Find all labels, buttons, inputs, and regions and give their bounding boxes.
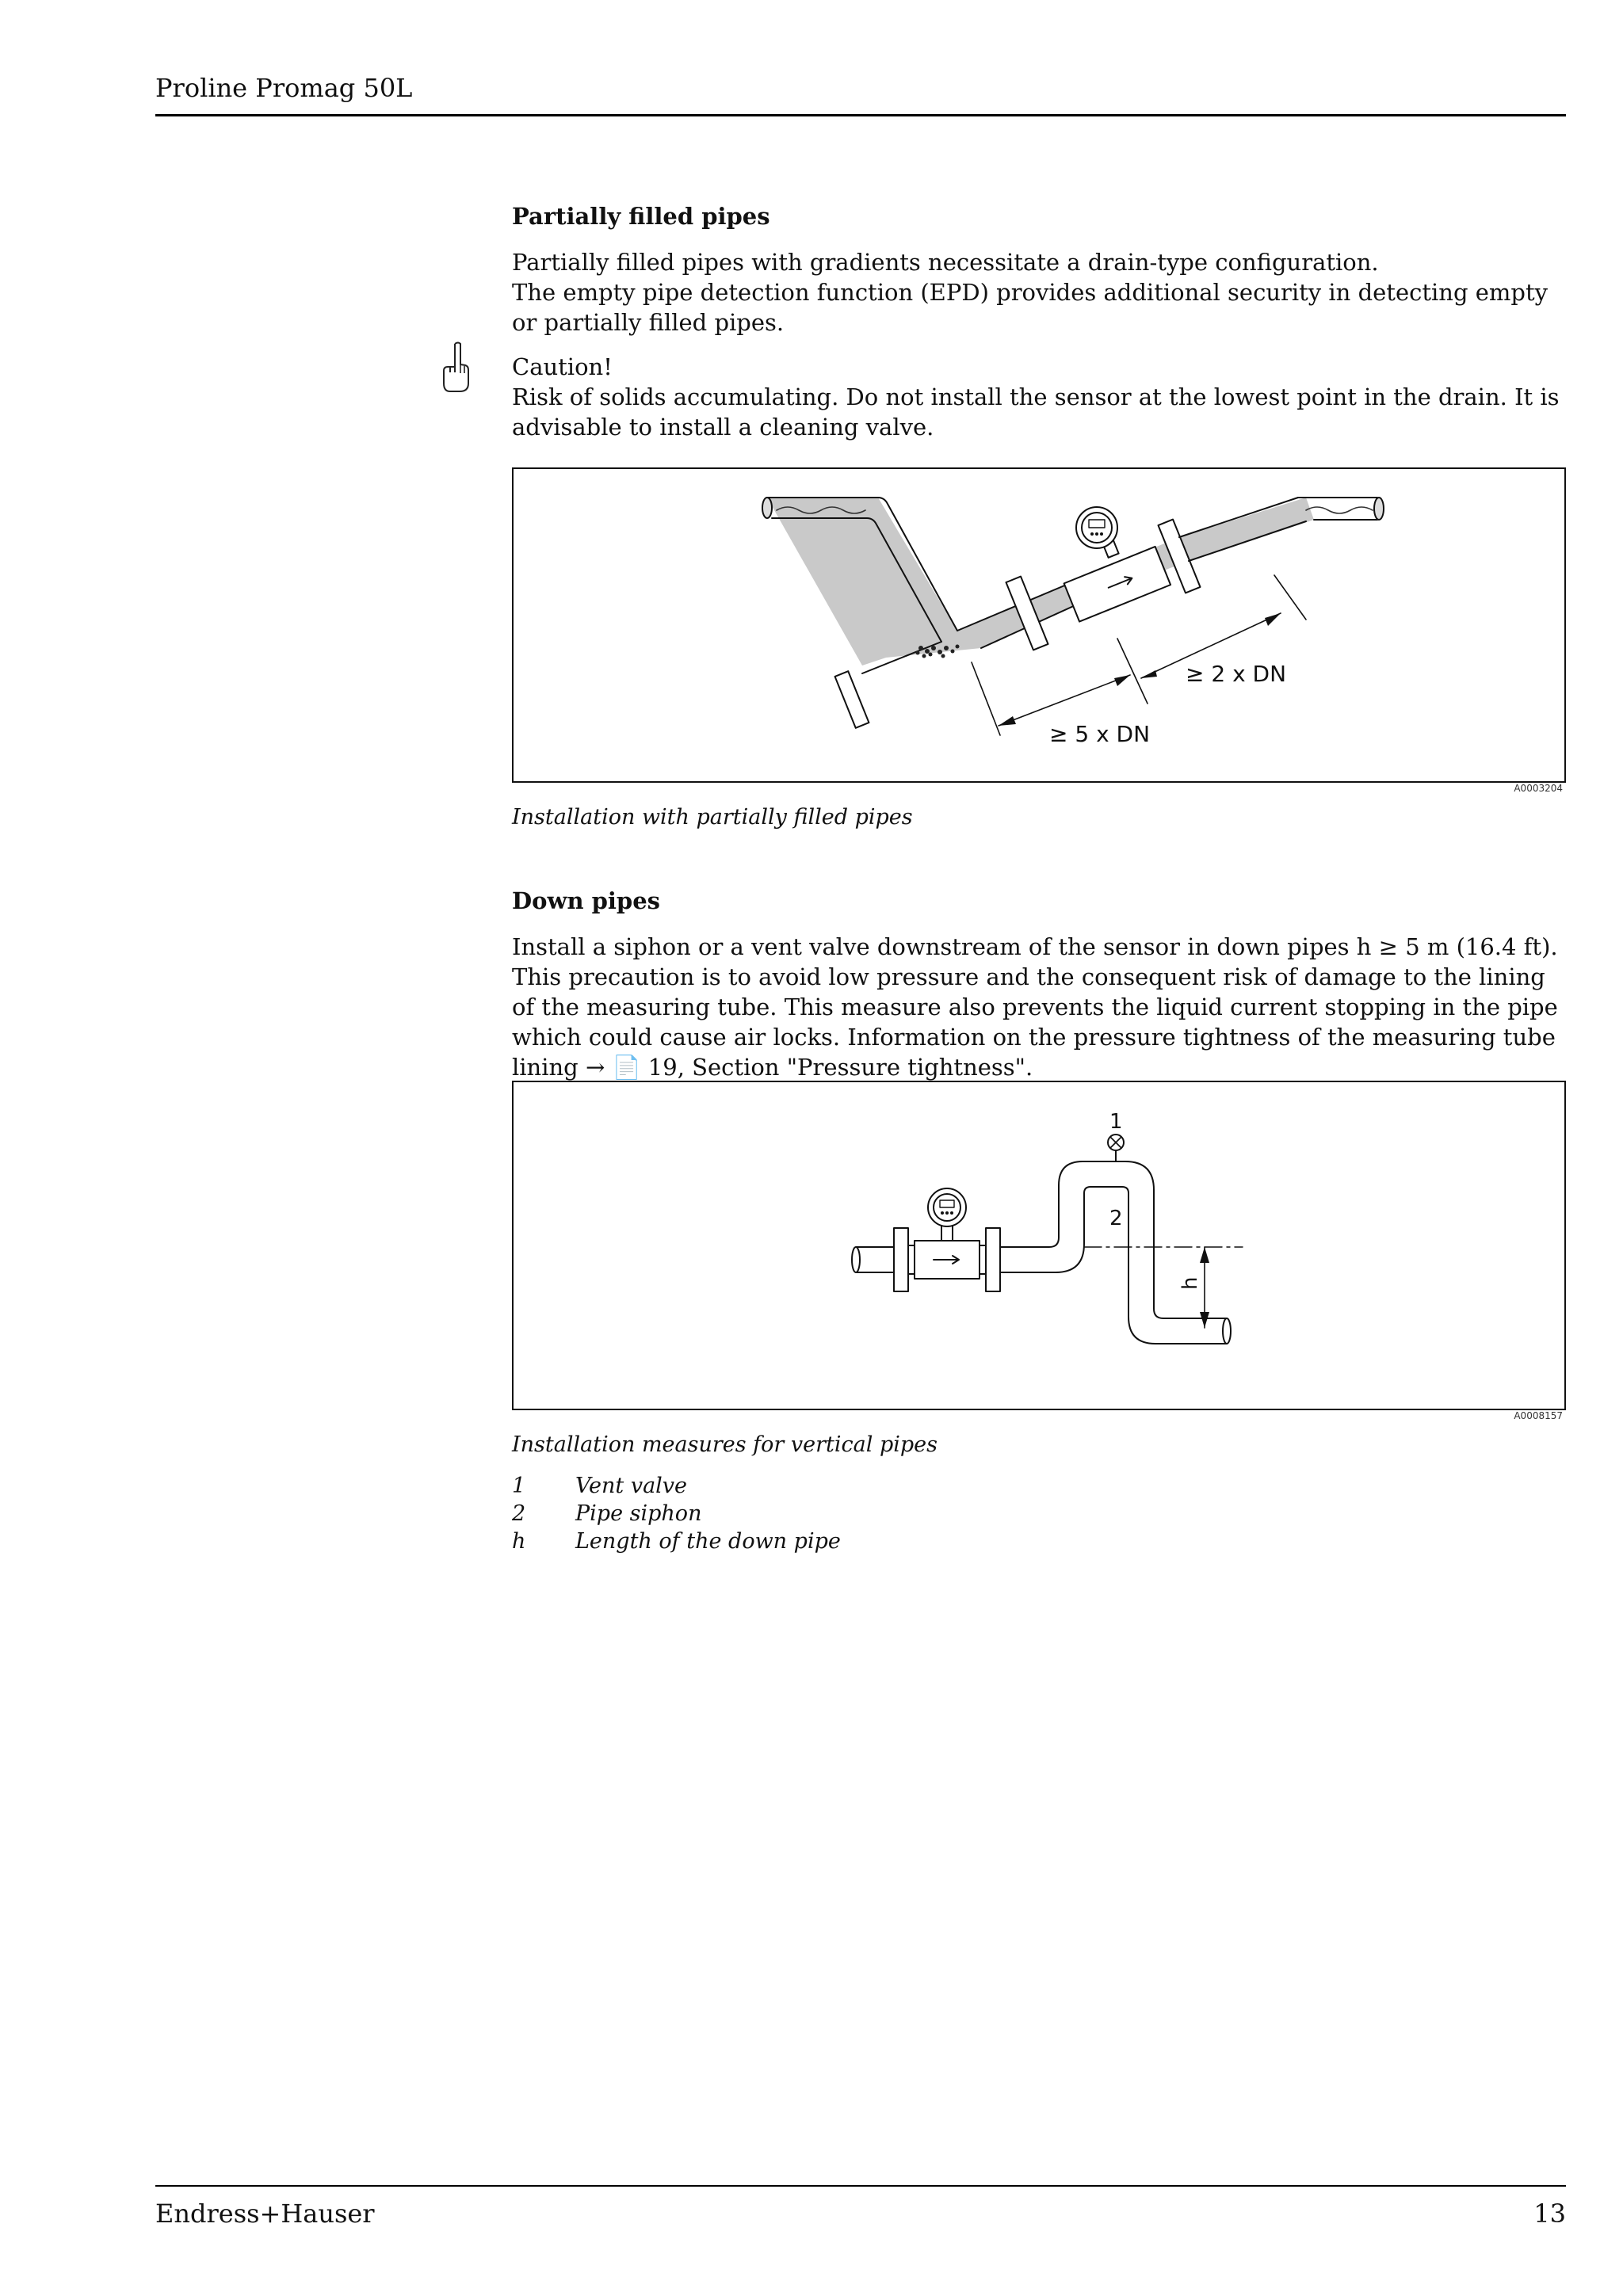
down-pipes-para: Install a siphon or a vent valve downstream of the sensor in down pipes h ≥ 5 m (16.4 ft). This precaution is to avoid low pressure and the consequent risk of damage to the lining of the measuring tube. This measure also prevents the liquid current stopping in the pipe which could cause air locks. Information on the pressure tightness of the measuring tube lining → 📄 19, Section "Pressure tightness".	[512, 933, 1558, 1081]
section-heading-partially-filled: Partially filled pipes	[512, 203, 770, 230]
legend-item	[512, 1501, 701, 1526]
partially-filled-para1: Partially filled pipes with gradients necessitate a drain-type configuration.	[512, 249, 1379, 276]
figure-down-pipes	[512, 1081, 1566, 1410]
caution-title: Caution!	[512, 353, 613, 380]
section-heading-down-pipes: Down pipes	[512, 887, 660, 914]
figure-caption-1: Installation with partially filled pipes	[512, 805, 913, 830]
footer-brand: Endress+Hauser	[155, 2199, 375, 2229]
legend-key: 1	[512, 1474, 526, 1498]
down-pipes-body	[512, 932, 1566, 1082]
legend-text: Vent valve	[575, 1474, 688, 1498]
caution-text: Risk of solids accumulating. Do not install the sensor at the lowest point in the drain. It is advisable to install a cleaning valve.	[512, 383, 1560, 441]
legend-item	[512, 1529, 841, 1554]
pointing-hand-icon	[441, 341, 475, 395]
legend-text: Pipe siphon	[575, 1501, 702, 1526]
legend-text: Length of the down pipe	[575, 1529, 841, 1554]
figure-partially-filled	[512, 467, 1566, 783]
legend-key: h	[512, 1529, 526, 1554]
callout-1: 1	[1109, 1110, 1123, 1134]
callout-h: h	[1178, 1276, 1202, 1290]
partially-filled-diagram	[514, 469, 1564, 781]
figure-caption-2: Installation measures for vertical pipes	[512, 1432, 938, 1457]
legend-item	[512, 1474, 687, 1498]
partially-filled-para2: The empty pipe detection function (EPD) provides additional security in detecting empty or partially filled pipes.	[512, 279, 1548, 336]
footer-rule	[155, 2185, 1566, 2187]
page-number: 13	[1533, 2199, 1566, 2229]
partially-filled-body	[512, 247, 1566, 338]
label-5dn: ≥ 5 x DN	[1049, 721, 1151, 747]
callout-2: 2	[1109, 1207, 1123, 1230]
legend-key: 2	[512, 1501, 526, 1526]
header-rule	[155, 114, 1566, 116]
figure-code-2: A0008157	[1514, 1410, 1563, 1421]
label-2dn: ≥ 2 x DN	[1186, 661, 1287, 687]
figure-code-1: A0003204	[1514, 783, 1563, 794]
header-title: Proline Promag 50L	[155, 73, 413, 103]
caution-block	[512, 352, 1566, 442]
down-pipes-diagram	[514, 1082, 1564, 1409]
